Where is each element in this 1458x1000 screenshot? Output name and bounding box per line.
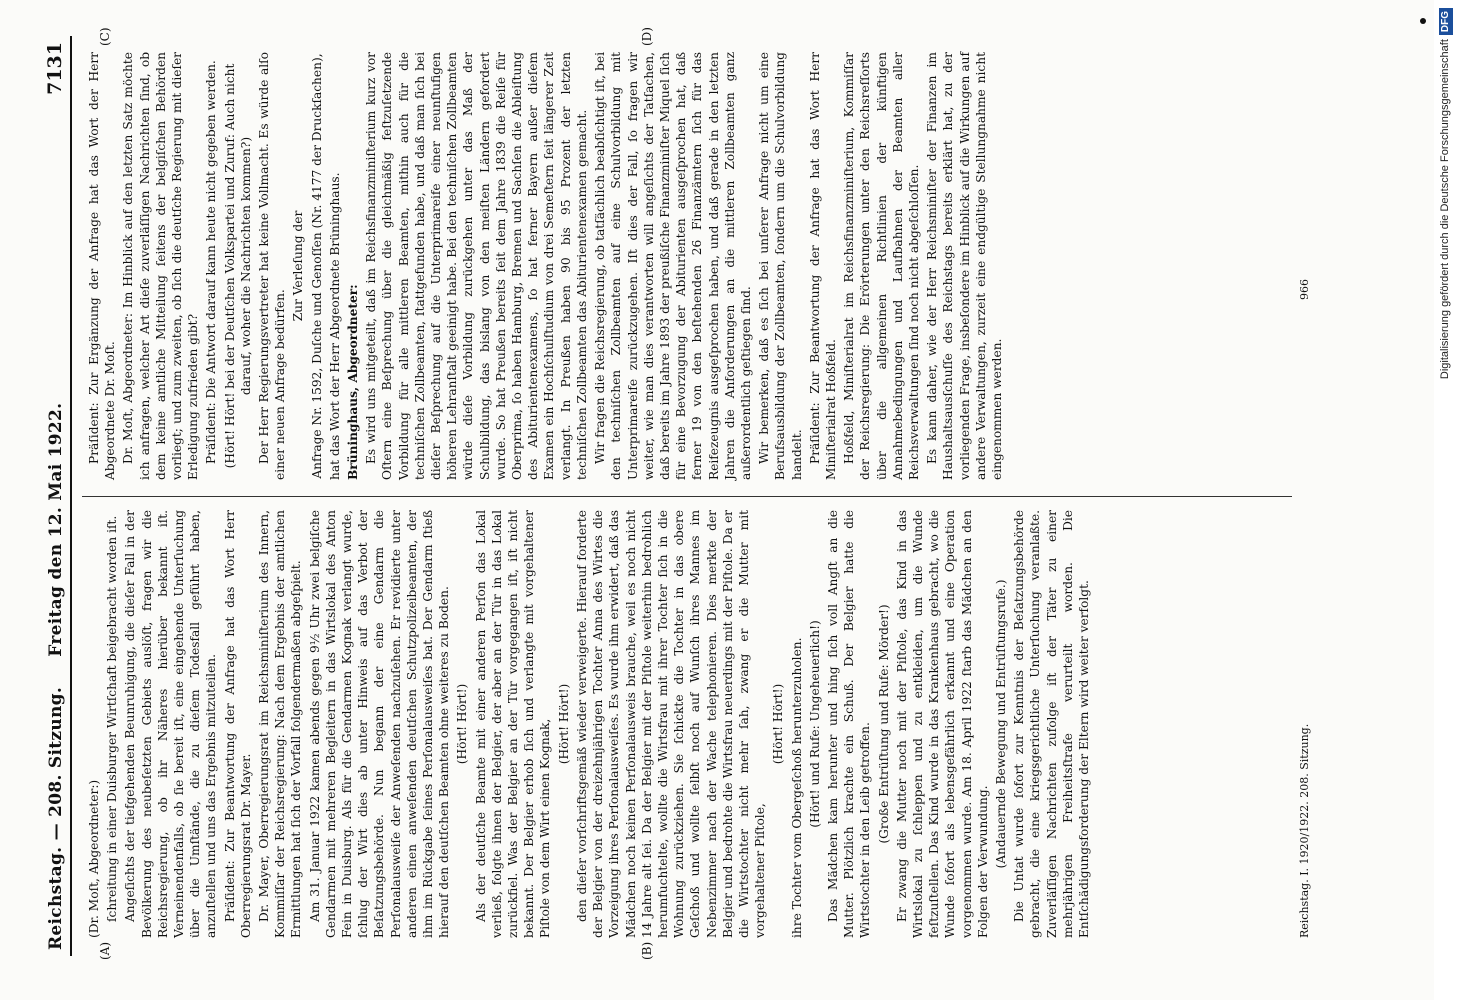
column-divider [82, 496, 1292, 497]
header-title [46, 403, 66, 950]
paragraph: Zur Verleſung der [291, 210, 306, 322]
text-column-right [86, 52, 1007, 480]
paragraph: Wir fragen die Reichsregierung, ob tatſächlich beabſichtigt iſt, bei den techniſchen Zollbeamten auf eine Schulvorbildung mit Unterprimareife zurückzugehen. Iſt dies der Fall, ſo fragen wir weiter, wie man dies verantworten will angeſichts der Tatſachen, daß bereits im Jahre 1893 der preußiſche Finanzminiſter Miquel ſich für eine Bevorzugung der Abiturienten ausgeſprochen hat, daß ferner 19 von den beſtehenden 26 Finanzämtern ſich für das Reifezeugnis ausgeſprochen haben, und daß gerade in den letzten Jahren die Anforderungen an die mittleren Zollbeamten ganz außerordentlich geſtiegen ſind. [593, 52, 753, 480]
paragraph: ſchreitung in einer Duisburger Wirtſchaft beigebracht worden iſt. [105, 515, 120, 922]
footer-number: 966 [1298, 279, 1311, 300]
page-number: 7131 [44, 42, 66, 95]
paragraph: Präſident: Zur Ergänzung der Anfrage hat das Wort der Herr Abgeordnete Dr. Moſt. [87, 52, 118, 480]
paragraph: Dr. Mayer, Oberregierungsrat im Reichsminiſterium des Innern, Kommiſſar der Reichsregierung: Nach dem Ergebnis der amtlichen Ermittlungen hat ſich der Vorfall folgendermaßen abgeſpielt. [257, 510, 304, 938]
interjection: (Andauernde Bewegung und Entrüſtungsrufe.) [993, 579, 1008, 869]
paragraph: Angeſichts der tiefgehenden Beunruhigung, die dieſer Fall in der Bevölkerung des neubeſetzten Gebiets auslöſt, fragen wir die Reichsregierung, ob ihr Näheres hierüber bekannt iſt. Verneinendenfalls, ob ſie bereit iſt, eine eingehende Unterſuchung über die Umſtände, die zu dieſem Todesfall geführt haben, anzuſtellen und uns das Ergebnis mitzuteilen. [123, 510, 219, 938]
text-column-left [86, 510, 1094, 938]
interjection: (Hört! Hört!) [556, 683, 571, 765]
margin-mark-a: (A) [98, 941, 112, 960]
paragraph: Präſident: Die Antwort darauf kann heute nicht gegeben werden. [204, 60, 219, 464]
paragraph: Präſident: Zur Beantwortung der Anfrage hat das Wort Herr Oberregierungsrat Dr. Mayer. [222, 510, 253, 938]
speaker-continuation: (Dr. Moſt, Abgeordneter:) [87, 779, 101, 938]
paragraph: Die Untat wurde ſofort zur Kenntnis der Beſatzungsbehörde gebracht, die eine kriegsgerichtliche Unterſuchung veranlaßte. Zuverläſſigen Nachrichten zufolge iſt der Täter zu einer mehrjährigen Freiheitsſtrafe verurteilt worden. Die Entſchädigungsforderung der Eltern wird weiter verfolgt. [1012, 510, 1091, 938]
page-header [44, 36, 72, 956]
interjection: (Hört! Hört!) [771, 683, 786, 765]
paragraph: Dr. Moſt, Abgeordneter: Im Hinblick auf den letzten Satz möchte ich anfragen, welcher Art dieſe zuverläſſigen Nachrichten ſind, ob dem keine amtliche Mitteilung ſeitens der belgiſchen Behörden vorliegt; und zum zweiten, ob ſich die deutſche Regierung mit dieſer Erledigung zufrieden gibt? [121, 52, 201, 480]
margin-mark-b: (B) [640, 941, 654, 960]
interjection: (Hört! Hört! bei der Deutſchen Volkspartei und Zuruf: Auch nicht darauf, woher die Nachrichten kommen?) [222, 63, 253, 469]
credit-text: Digitalisierung gefördert durch die Deutsche Forschungsgemeinschaft [1439, 39, 1451, 380]
paragraph: Hoßfeld, Miniſterialrat im Reichsfinanzminiſterium, Kommiſſar der Reichsregierung: Die Erörterungen unter den Reichsreſſorts über die allgemeinen Richtlinien der künftigen Annahmebedingungen und Laufbahnen der Beamten aller Reichsverwaltungen ſind noch nicht abgeſchloſſen. [842, 52, 921, 480]
margin-mark-d: (D) [640, 27, 654, 46]
digitization-credit [1406, 8, 1451, 992]
speaker-name: Brüninghaus, Abgeordneter: [346, 284, 361, 480]
credit-text-wrapper [1432, 8, 1458, 992]
header-session: Reichstag. — 208. Sitzung. [46, 686, 66, 950]
paragraph: hat das Wort der Herr Abgeordnete Brüninghaus. [327, 172, 342, 480]
dfg-logo: DFG [1439, 8, 1453, 35]
footer-session: Reichstag. I. 1920/1922. 208. Sitzung. [1298, 723, 1311, 938]
paragraph: Es kann daher, wie der Herr Reichsminiſter der Finanzen im Haushaltsausſchuſſe des Reichstags bereits erklärt hat, zu der vorliegenden Frage, insbeſondere im Hinblick auf die Wirkungen auf andere Verwaltungen, zurzeit eine endgültige Stellungnahme nicht eingenommen werden. [925, 52, 1004, 480]
header-date: Freitag den 12. Mai 1922. [46, 402, 66, 657]
inquiry-title: Anfrage Nr. 1592, Duſche und Genoſſen (Nr. 4177 der Druckſachen), [309, 53, 324, 479]
paragraph: Als der deutſche Beamte mit einer anderen Perſon das Lokal verließ, folgte ihnen der Belgier, der aber an der Tür in das Lokal zurückfiel. Was der Belgier an der Tür vorgegangen iſt, iſt nicht bekannt. Der Belgier erhob ſich und verlangte mit vorgehaltener Piſtole von dem Wirt einen Kognak, [473, 510, 553, 938]
paragraph: Es wird uns mitgeteilt, daß im Reichsfinanzminiſterium kurz vor Oſtern eine Beſprechung über die gleichmäßig feſtzuſetzende Vorbildung für alle mittleren Beamten, mithin auch für die techniſchen Zollbeamten, ſtattgefunden habe, und daß man ſich bei dieſer Beſprechung auf die Unterprimareife einer neunſtufigen höheren Lehranſtalt geeinigt habe. Bei den techniſchen Zollbeamten würde dieſe Vorbildung zurückgehen unter das Maß der Schulbildung, das bislang von den meiſten Ländern gefordert wurde. So hat Preußen bereits ſeit dem Jahre 1839 die Reiſe für Oberprima, ſo haben Hamburg, Bremen und Sachſen die Ableiſtung des Abiturientenexamens, ſo hat ferner Bayern außer dieſem Examen ein Hochſchulſtudium von drei Semeſtern ſeit längerer Zeit verlangt. In Preußen haben 90 bis 95 Prozent der letzten techniſchen Zollbeamten das Abiturientenexamen gemacht. [364, 52, 589, 480]
paragraph: Wir bemerken, daß es ſich bei unſerer Anfrage nicht um eine Berufsausbildung der Zollbeamten, ſondern um die Schulvorbildung handelt. [757, 52, 804, 480]
interjection: (Große Entrüſtung und Rufe: Mörder!) [876, 604, 891, 844]
margin-mark-c: (C) [98, 27, 112, 46]
paragraph: ihre Tochter vom Obergeſchoß herunterzuholen. [789, 637, 804, 938]
paragraph: Am 31. Januar 1922 kamen abends gegen 9½ Uhr zwei belgiſche Gendarmen mit mehreren Begleitern in das Wirtslokal des Anton Fein in Duisburg. Als für die Gendarmen Kognak verlangt wurde, ſchlug der Wirt dies ab unter Hinweis auf das Verbot der Beſatzungsbehörde. Nun begann der eine Gendarm die Perſonalausweiſe der Anweſenden nachzuſehen. Er revidierte unter anderen einen anweſenden deutſchen Schutzpolizeibeamten, der ihm im Rückgabe ſeines Perſonalausweiſes bat. Der Gendarm ſtieß hierauf den deutſchen Beamten ohne weiteres zu Boden. [307, 510, 452, 938]
paragraph: den dieſer vorſchriftsgemäß wieder verweigerte. Hierauf forderte der Belgier von der dreizehnjährigen Tochter Anna des Wirtes die Vorzeigung ihres Perſonalausweiſes. Es wurde ihm erwidert, daß das Mädchen noch keinen Perſonalausweis brauche, weil es noch nicht 14 Jahre alt ſei. Da der Belgier mit der Piſtole weiterhin bedrohlich herumfuchtelte, wollte die Wirtsfrau mit ihrer Tochter ſich in die Wohnung zurückziehen. Sie ſchickte die Tochter in das obere Geſchoß und wollte ſelbſt noch auf Wunſch ihres Mannes im Nebenzimmer nach der Wache telephonieren. Dies merkte der Belgier und bedrohte die Wirtsfrau neuerdings mit der Piſtole. Da er die Wirtstochter nicht mehr ſah, zwang er die Mutter mit vorgehaltener Piſtole, [574, 510, 768, 938]
interjection: (Hört! und Rufe: Ungeheuerlich!) [807, 620, 822, 828]
paragraph: Präſident: Zur Beantwortung der Anfrage hat das Wort Herr Miniſterialrat Hoßfeld. [807, 52, 838, 480]
paragraph: Er zwang die Mutter noch mit der Piſtole, das Kind in das Wirtslokal zu ſchleppen und zu entkleiden, um die Wunde feſtzuſtellen. Das Kind wurde in das Krankenhaus gebracht, wo die Wunde ſofort als lebensgefährlich erkannt und eine Operation vorgenommen wurde. Am 18. April 1922 ſtarb das Mädchen an den Folgen der Verwundung. [894, 510, 990, 938]
paragraph: Das Mädchen kam herunter und hing ſich voll Angſt an die Mutter. Plötzlich krachte ein Schuß. Der Belgier hatte die Wirtstochter in den Leib getroffen. [825, 510, 873, 938]
paragraph: Der Herr Regierungsvertreter hat keine Vollmacht. Es würde alſo einer neuen Anfrage bedürfen. [257, 52, 288, 480]
interjection: (Hört! Hört!) [455, 683, 470, 765]
